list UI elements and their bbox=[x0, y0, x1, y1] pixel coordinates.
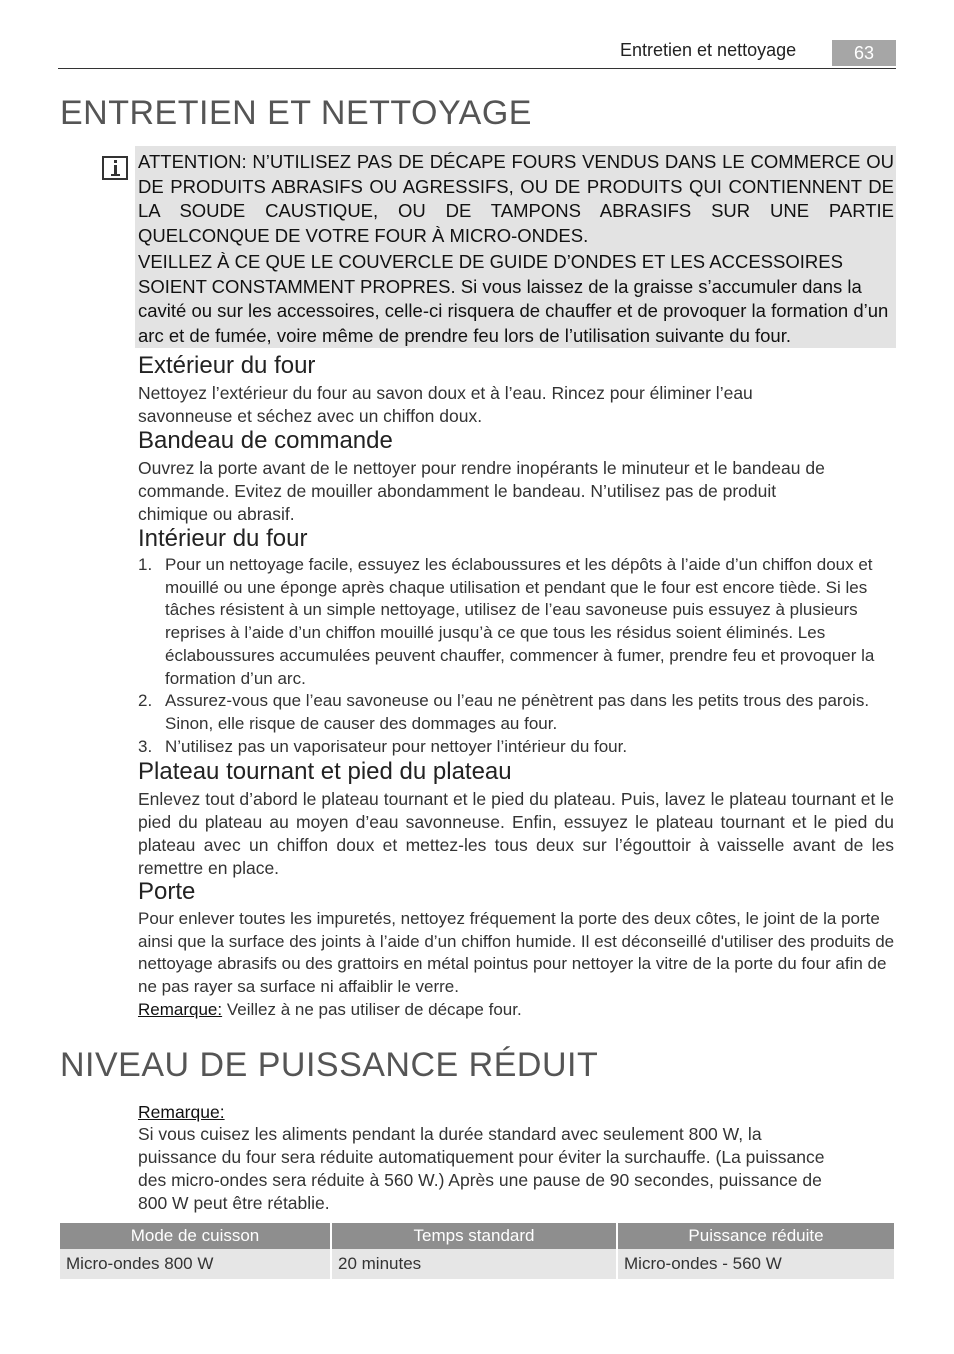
reduced-power-note-label: Remarque: bbox=[138, 1102, 225, 1122]
list-item-number: 2. bbox=[138, 691, 153, 711]
list-item bbox=[138, 690, 910, 735]
control-panel-text: Ouvrez la porte avant de le nettoyer pour rendre inopérants le minuteur et le bandeau de commande. Evitez de mouiller abondamment le bandeau. N’utilisez pas de produit chimique ou abrasif. bbox=[138, 458, 825, 524]
table-cell: Micro-ondes 800 W bbox=[60, 1249, 330, 1279]
heading-control-panel: Bandeau de commande bbox=[138, 427, 393, 454]
interior-list bbox=[138, 554, 910, 758]
column-header-standard-time: Temps standard bbox=[332, 1223, 616, 1249]
reduced-power-table bbox=[58, 1223, 896, 1279]
list-item-number: 1. bbox=[138, 555, 153, 574]
list-item bbox=[138, 554, 910, 690]
door-text bbox=[138, 908, 898, 1022]
door-text-body: Pour enlever toutes les impuretés, nettoyez fréquement la porte des deux côtes, le joint de la porte ainsi que la surface des joints à l’aide d’un chiffon humide. Il est déconseillé d'utiliser des produits de nettoyage abrasifs ou des grattoirs en métal pointus pour nettoyer la vitre de la porte du four afin de ne pas rayer sa surface ni affaiblir le verre. bbox=[138, 909, 895, 997]
column-header-mode: Mode de cuisson bbox=[60, 1223, 330, 1249]
warning-paragraph-2: VEILLEZ À CE QUE LE COUVERCLE DE GUIDE D’ONDES ET LES ACCESSOIRES SOIENT CONSTAMMENT PROPRES. Si vous laissez de la graisse s’accumuler dans la cavité ou sur les accessoires, celle-ci risquera de chauffer et de provoquer la formation d’un arc et de fumée, voire même de prendre feu lors de l’utilisation suivante du four. bbox=[138, 251, 889, 346]
warning-paragraph-1: ATTENTION: N’UTILISEZ PAS DE DÉCAPE FOURS VENDUS DANS LE COMMERCE OU DE PRODUITS ABRASIFS OU AGRESSIFS, OU DE PRODUITS QUI CONTIENNENT DE LA SOUDE CAUSTIQUE, OU DE TAMPONS ABRASIFS SUR UNE PARTIE QUELCONQUE DE VOTRE FOUR À MICRO-ONDES. bbox=[138, 151, 894, 246]
section-title-maintenance: ENTRETIEN ET NETTOYAGE bbox=[60, 94, 532, 132]
table-row bbox=[60, 1249, 894, 1279]
list-item bbox=[138, 736, 910, 759]
running-header-title: Entretien et nettoyage bbox=[620, 40, 797, 60]
list-item-text: Pour un nettoyage facile, essuyez les éclaboussures et les dépôts à l’aide d’un chiffon doux et mouillé ou une éponge après chaque utilisation et pendant que le four est encore tiède. Si les tâches résistent à un simple nettoyage, utilisez de l’eau savoneuse puis essuyez à plusieurs reprises à l’aide d’un chiffon mouillé jusqu’à ce que tous les résidus soient éliminés. Les éclaboussures accumulées peuvent chauffer, commencer à fumer, prendre feu et provoquer la formation d’un arc. bbox=[165, 555, 875, 688]
page-number: 63 bbox=[832, 40, 896, 66]
heading-interior: Intérieur du four bbox=[138, 525, 308, 552]
exterior-text: Nettoyez l’extérieur du four au savon doux et à l’eau. Rincez pour éliminer l’eau savonneuse et séchez avec un chiffon doux. bbox=[138, 383, 753, 426]
info-icon bbox=[102, 156, 128, 180]
heading-door: Porte bbox=[138, 878, 196, 905]
table-cell: 20 minutes bbox=[332, 1249, 616, 1279]
header-rule bbox=[58, 68, 896, 69]
heading-turntable: Plateau tournant et pied du plateau bbox=[138, 758, 512, 785]
list-item-text: Assurez-vous que l’eau savoneuse ou l’eau ne pénètrent pas dans les petits trous des parois. Sinon, elle risque de causer des dommages au four. bbox=[165, 691, 870, 733]
list-item-text: N’utilisez pas un vaporisateur pour nettoyer l’intérieur du four. bbox=[165, 736, 628, 756]
door-note-text: Veillez à ne pas utiliser de décape four. bbox=[222, 999, 522, 1019]
list-item-number: 3. bbox=[138, 736, 153, 756]
table-header-row bbox=[60, 1223, 894, 1249]
table-cell: Micro-ondes - 560 W bbox=[618, 1249, 894, 1279]
section-title-reduced-power: NIVEAU DE PUISSANCE RÉDUIT bbox=[60, 1046, 599, 1084]
column-header-reduced-power: Puissance réduite bbox=[618, 1223, 894, 1249]
reduced-power-note-text: Si vous cuisez les aliments pendant la durée standard avec seulement 800 W, la puissance du four sera réduite automatiquement pour éviter la surchauffe. (La puissance des micro-ondes sera réduite à 560 W.) Après une pause de 90 secondes, puissance de 800 W peut être rétablie. bbox=[138, 1124, 825, 1213]
door-note-label: Remarque: bbox=[138, 999, 223, 1019]
turntable-text: Enlevez tout d’abord le plateau tournant et le pied du plateau. Puis, lavez le plateau tournant et le pied du plateau au moyen d’eau savonneuse. Enfin, essuyez le plateau tournant et le pied du plateau avec un chiffon doux et mettez-les tous deux sur l’égouttoir à vaisselle avant de les remettre en place. bbox=[138, 789, 894, 878]
heading-exterior: Extérieur du four bbox=[138, 352, 316, 379]
